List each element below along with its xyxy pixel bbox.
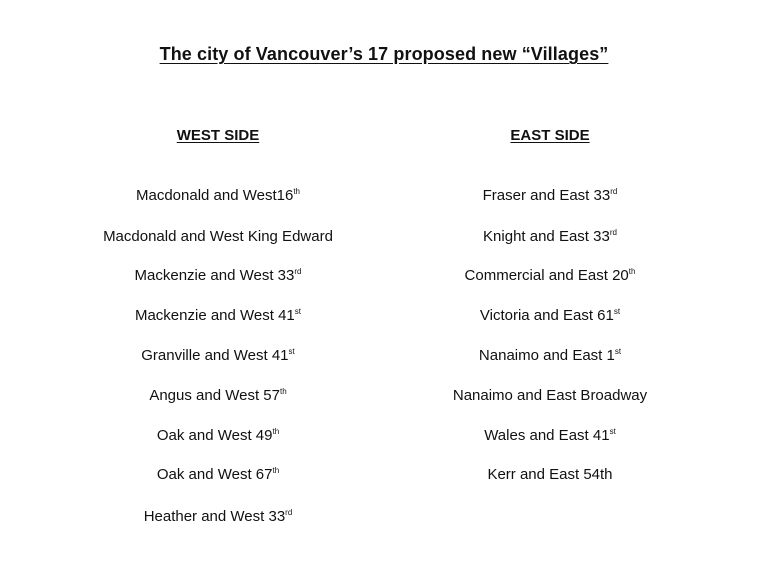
village-list-item: Oak and West 49th bbox=[156, 427, 280, 444]
village-list-item: Macdonald and West16th bbox=[136, 187, 300, 204]
village-list-item: Macdonald and West King Edward bbox=[103, 228, 333, 245]
village-list-item: Angus and West 57th bbox=[149, 387, 287, 404]
village-list-item: Mackenzie and West 33rd bbox=[134, 267, 302, 284]
village-list-item: Nanaimo and East Broadway bbox=[452, 387, 648, 404]
village-list-item: Nanaimo and East 1st bbox=[478, 347, 622, 364]
village-list-item: Knight and East 33rd bbox=[483, 228, 617, 245]
village-list-item: Victoria and East 61st bbox=[479, 307, 621, 324]
village-list-item: Commercial and East 20th bbox=[464, 267, 636, 284]
village-list-item: Fraser and East 33rd bbox=[482, 187, 618, 204]
west-side-heading: WEST SIDE bbox=[176, 127, 260, 144]
village-list-item: Granville and West 41st bbox=[141, 347, 295, 364]
village-list-item: Mackenzie and West 41st bbox=[134, 307, 302, 324]
village-list-item: Heather and West 33rd bbox=[143, 508, 293, 525]
village-list-item: Wales and East 41st bbox=[484, 427, 616, 444]
village-list-item: Kerr and East 54th bbox=[487, 466, 613, 483]
village-list-item: Oak and West 67th bbox=[156, 466, 280, 483]
document-title: The city of Vancouver’s 17 proposed new “Villages” bbox=[159, 44, 609, 64]
east-side-heading: EAST SIDE bbox=[510, 127, 590, 144]
